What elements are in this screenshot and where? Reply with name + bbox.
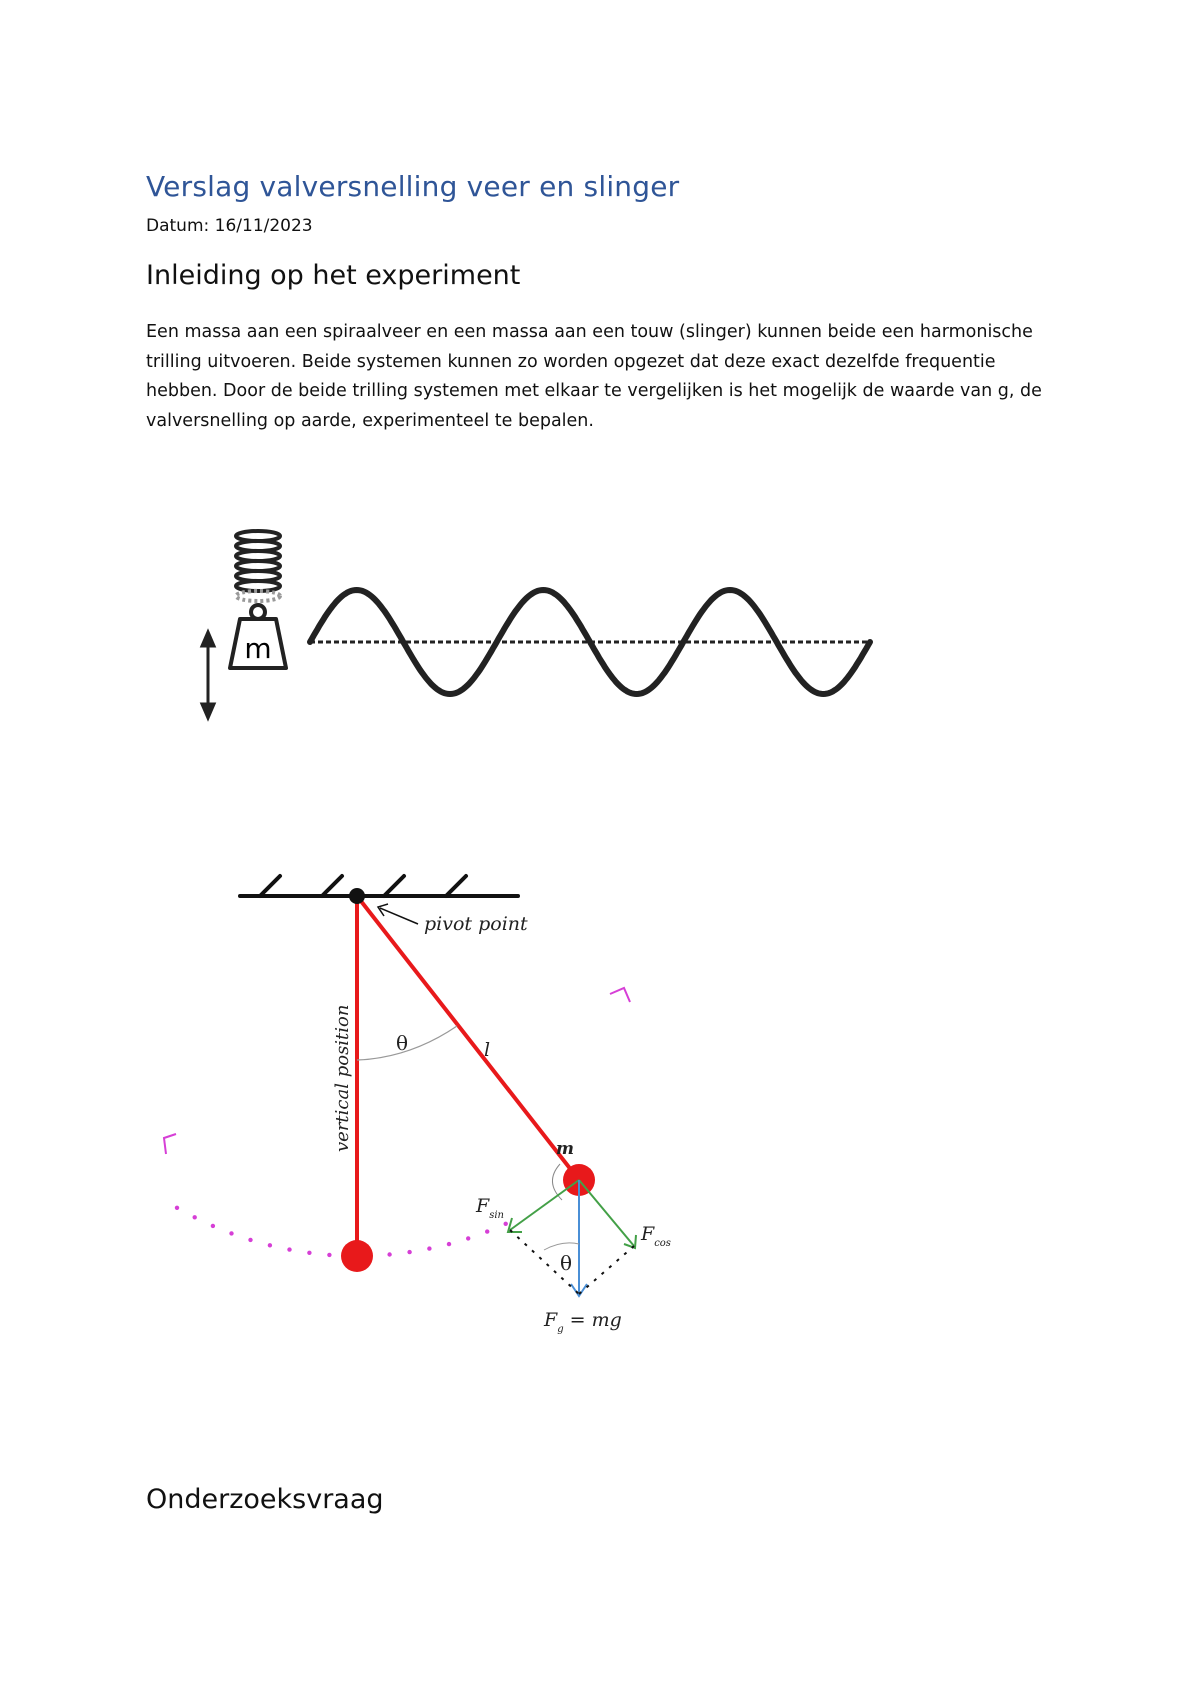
spring-mass-label: m [244,632,272,665]
f-gravity-label: $F_g$ = mg [544,1309,622,1335]
arc-dot [466,1236,470,1240]
rest-bob [341,1240,373,1272]
theta-label: θ [396,1031,409,1055]
arc-dot [427,1246,431,1250]
force-angle-arc [544,1243,579,1250]
arc-dot [193,1215,197,1219]
document-title: Verslag valversnelling veer en slinger [146,170,680,203]
pivot-arrow-icon [378,904,418,924]
length-label: l [484,1039,491,1061]
arc-dot [248,1238,252,1242]
arc-end-left [164,1134,176,1154]
force-gravity-arrow [571,1180,587,1296]
mass-weight [230,605,286,668]
bob-mass-label: m [556,1139,574,1159]
arc-dot [229,1231,233,1235]
arc-dot [504,1222,508,1226]
vertical-motion-arrow-icon [202,632,214,718]
ceiling-support [240,876,518,896]
construction-line-right [579,1246,634,1294]
arc-dot [407,1250,411,1254]
arc-dot [327,1253,331,1257]
arc-dot [307,1251,311,1255]
arc-dot [175,1206,179,1210]
arc-dot [485,1229,489,1233]
arc-dot [268,1243,272,1247]
arc-end-right [610,988,630,1002]
arc-dot [211,1224,215,1228]
vertical-position-label: vertical position [332,1004,353,1152]
spring-coil [236,531,280,601]
arc-dot [447,1242,451,1246]
research-question-heading: Onderzoeksvraag [146,1484,384,1515]
pendulum-force-diagram [160,860,700,1350]
pivot-point [349,888,365,904]
force-sin-arrow [508,1180,579,1232]
f-cos-label: $F_{cos}$ [641,1223,671,1249]
spring-oscillation-figure [180,520,880,730]
intro-paragraph: Een massa aan een spiraalveer en een massa aan een touw (slinger) kunnen beide een harmonische trilling uitvoeren. Beide systemen kunnen zo worden opgezet dat deze exact dezelfde frequentie hebben. Door de beide trilling systemen met elkaar te vergelijken is het mogelijk de waarde van g, de valversnelling op aarde, experimenteel te bepalen. [146,322,1042,431]
pivot-point-label: pivot point [424,913,528,935]
displaced-rod [357,896,579,1180]
arc-dot [387,1252,391,1256]
theta-label-2: θ [560,1251,573,1275]
intro-heading: Inleiding op het experiment [146,260,521,291]
arc-dot [287,1247,291,1251]
swing-arc-dots [175,1206,508,1258]
f-sin-label: $F_{sin}$ [476,1195,504,1221]
force-cos-arrow [579,1180,636,1248]
date-line: Datum: 16/11/2023 [146,216,313,236]
